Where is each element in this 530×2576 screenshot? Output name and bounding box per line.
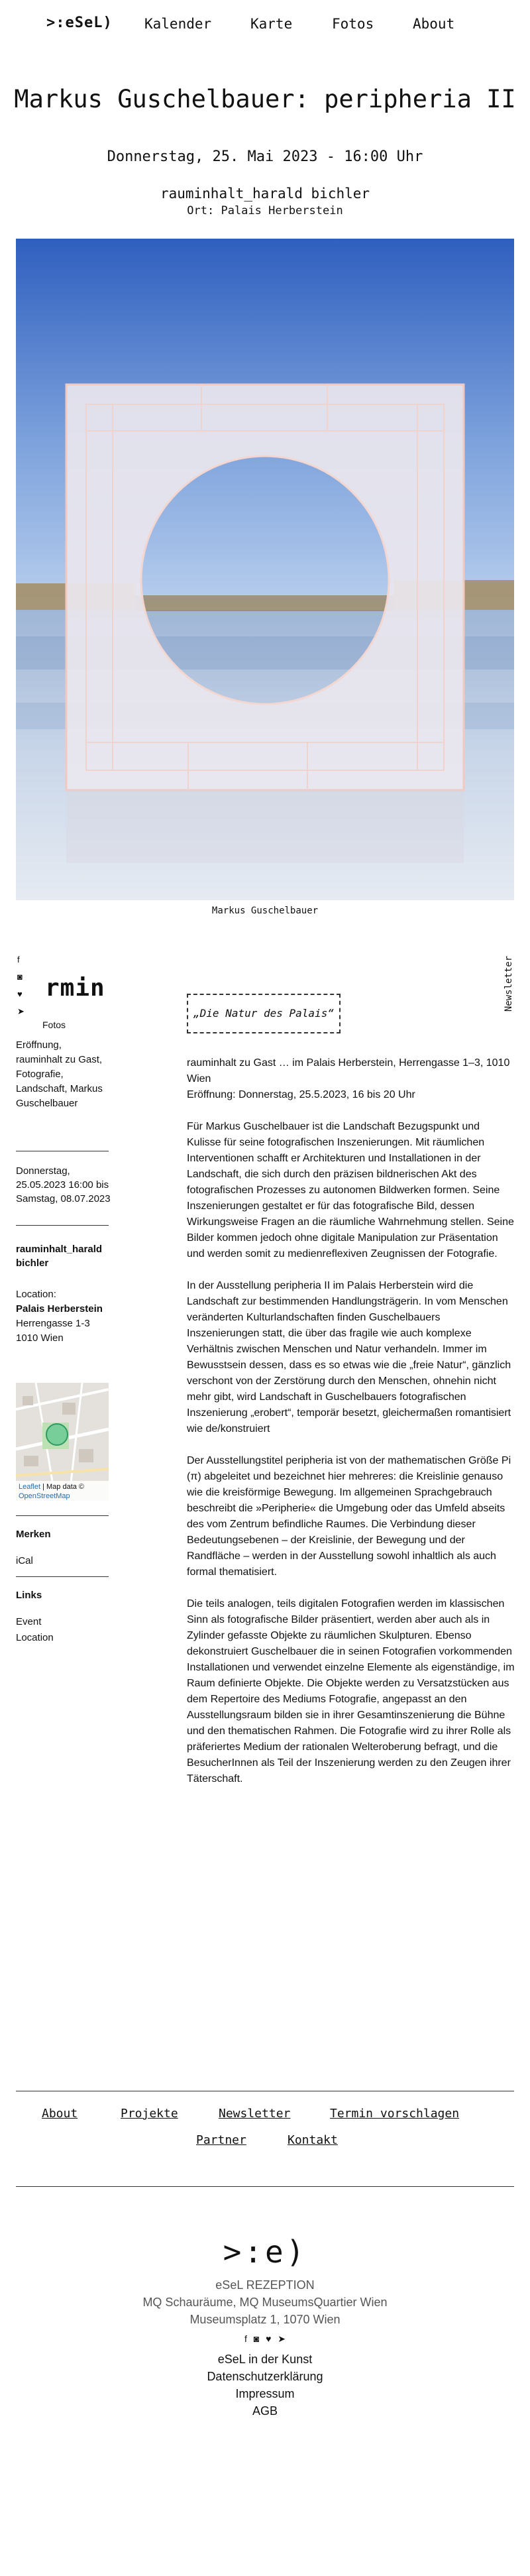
footer-impressum-link[interactable]: Impressum	[235, 2387, 295, 2400]
reception-venue: MQ Schauräume, MQ MuseumsQuartier Wien	[142, 2296, 388, 2309]
social-share-bar	[17, 955, 30, 1024]
event-date-range: Donnerstag, 25.05.2023 16:00 bis Samstag, 08.07.2023	[16, 1165, 111, 1204]
footer-social	[0, 2333, 530, 2345]
sidebar-divider	[16, 1576, 109, 1577]
footer-divider	[16, 2186, 514, 2187]
newsletter-tab[interactable]	[505, 955, 518, 1014]
twitter-icon[interactable]: ♥	[266, 2333, 272, 2344]
event-organizer[interactable]: rauminhalt_harald bichler	[160, 186, 370, 202]
footer-esel-logo[interactable]: >:e)	[223, 2234, 307, 2270]
article-paragraph: Der Ausstellungstitel peripheria ist von der mathematischen Größe Pi (π) abgeleitet und bezeichnet hier mehreres: die Kreislinie genauso wie die kreisförmige Bewegung. Im allgemeinen Sprachgebrauch beschreibt die »Peripherie« die Umgebung oder das Umfeld abseits des vom Zentrum befindliche Raumes. Die Verbindung dieser Bedeutungsebenen – der Kreislinie, der Bewegung und der Randfläche – werden in der Ausstellung sowohl inhaltlich als auch formal thematisiert.	[187, 1455, 511, 1578]
footer-partner-link[interactable]: Partner	[196, 2133, 246, 2147]
top-navigation	[0, 0, 530, 52]
footer-agb-link[interactable]: AGB	[252, 2404, 278, 2418]
reception-name: eSeL REZEPTION	[215, 2278, 315, 2292]
esel-logo[interactable]: >:eSeL)	[46, 15, 113, 31]
article-paragraph: Für Markus Guschelbauer ist die Landschaft Bezugspunkt und Kulisse für seine fotografischen Inszenierungen. Mit räumlichen Interventionen schafft er Architekturen und Installationen in der Landschaft, die sich durch den präzisen bildnerischen Akt des fotografischen Prozesses zu autonomen Bildwerken formen. Seine Inszenierungen gestaltet er für das fotografische Bild, dessen Wirkungsweise Fragen an die räumliche Wahrnehmung stellen. Seine Bilder kommen jedoch ohne digitale Manipulation zur Präsentation und werden somit zu medienreflexiven Zeugnissen der Fotografie.	[187, 1121, 514, 1259]
footer-kontakt-link[interactable]: Kontakt	[288, 2133, 338, 2147]
article-quote: „Die Natur des Palais“	[187, 994, 341, 1033]
ical-link[interactable]: iCal	[16, 1555, 33, 1566]
twitter-icon[interactable]: ♥	[17, 989, 23, 999]
article-paragraph: In der Ausstellung peripheria II im Palais Herberstein wird die Landschaft zur bestimmenden Handlungsträgerin. In vom Menschen veränderten Kulturlandschaften finden Guschelbauers Inszenierungen statt, die über das fragile wie auch komplexe Verhältnis zwischen Menschen und Natur verhandeln. Immer im Bewusstsein dessen, dass es so etwas wie die „freie Natur“, gänzlich verschont von der Zerstörung durch den Menschen, ohnehin nicht mehr gibt, wird Landschaft in Guschelbauers fotografischen Inszenierung „erobert“, temporär besetzt, gleichermaßen romantisiert wie de/konstruiert	[187, 1280, 511, 1434]
location-link[interactable]: Location	[16, 1632, 54, 1643]
footer-projekte-link[interactable]: Projekte	[121, 2107, 178, 2121]
nav-about[interactable]: About	[413, 16, 455, 32]
instagram-icon[interactable]: ◙	[17, 972, 23, 982]
event-link[interactable]: Event	[16, 1616, 42, 1627]
map-credit-separator: | Map data ©	[40, 1483, 85, 1491]
map-attribution	[16, 1481, 109, 1501]
instagram-icon[interactable]: ◙	[253, 2333, 260, 2344]
event-title: Markus Guschelbauer: peripheria II	[14, 85, 516, 113]
intro-line-venue: rauminhalt zu Gast … im Palais Herberstein, Herrengasse 1–3, 1010 Wien	[187, 1057, 510, 1084]
sidebar-fotos-link[interactable]: Fotos	[42, 1020, 66, 1030]
merken-heading: Merken	[16, 1529, 51, 1540]
newsletter-label: Newsletter	[504, 955, 515, 1012]
sidebar-organizer[interactable]: rauminhalt_harald bichler	[16, 1244, 103, 1269]
photo-caption: Markus Guschelbauer	[211, 906, 319, 916]
nav-karte[interactable]: Karte	[250, 16, 293, 32]
sidebar-divider	[16, 1515, 109, 1516]
facebook-icon[interactable]: f	[244, 2333, 247, 2344]
telegram-icon[interactable]: ➤	[17, 1006, 25, 1016]
footer-newsletter-link[interactable]: Newsletter	[219, 2107, 291, 2121]
links-heading: Links	[16, 1590, 42, 1601]
event-datetime: Donnerstag, 25. Mai 2023 - 16:00 Uhr	[107, 148, 423, 165]
article-paragraph: Die teils analogen, teils digitalen Fotografien werden im klassischen Sinn als fotografische Bilder präsentiert, werden aber auch als in Zylinder gefasste Objekte zu räumlichen Skulpturen. Ebenso dekonstruiert Guschelbauer die in seinen Fotografien vorkommenden Installationen und verwendet einzelne Elemente als eigenständige, im Raum definierte Objekte. Die Objekte werden zu Versatzstücken aus dem Repertoire des Mediums Fotografie, angepasst an den Ausstellungsraum bilden sie in ihrer Gesamtinszenierung die Bühne und den thematischen Rahmen. Die Fotografie wird zu ihrer Rolle als präferiertes Medium der rationalen Welteroberung befragt, und die BesucherInnen als Teil der Inszenierung werden zu den Zeugen ihrer Täterschaft.	[187, 1598, 515, 1785]
openstreetmap-link[interactable]: OpenStreetMap	[19, 1492, 70, 1500]
facebook-icon[interactable]: f	[17, 955, 20, 965]
sidebar-location	[16, 1287, 112, 1346]
footer-bottom-links	[0, 2351, 530, 2420]
event-tags: Eröffnung, rauminhalt zu Gast, Fotografie, Landschaft, Markus Guschelbauer	[16, 1039, 103, 1109]
footer-reception	[0, 2276, 530, 2328]
rauminhalt-logo[interactable]: rmin	[45, 974, 105, 1002]
footer-datenschutz-link[interactable]: Datenschutzerklärung	[207, 2370, 323, 2383]
footer-esel-kunst-link[interactable]: eSeL in der Kunst	[217, 2353, 313, 2366]
nav-fotos[interactable]: Fotos	[332, 16, 374, 32]
telegram-icon[interactable]: ➤	[278, 2333, 286, 2344]
article-body	[187, 1055, 515, 1803]
location-city: 1010 Wien	[16, 1332, 64, 1344]
photo-frame-on-frozen-lake	[16, 239, 514, 900]
reception-address: Museumsplatz 1, 1070 Wien	[189, 2313, 341, 2326]
article-intro	[187, 1055, 515, 1103]
location-street: Herrengasse 1-3	[16, 1318, 90, 1329]
sidebar-divider	[16, 1225, 109, 1226]
footer-about-link[interactable]: About	[42, 2107, 78, 2121]
location-label: Location:	[16, 1289, 56, 1300]
nav-kalender[interactable]: Kalender	[144, 16, 212, 32]
footer-termin-link[interactable]: Termin vorschlagen	[330, 2107, 460, 2121]
leaflet-link[interactable]: Leaflet	[19, 1483, 41, 1491]
location-name[interactable]: Palais Herberstein	[16, 1303, 103, 1315]
event-location[interactable]: Ort: Palais Herberstein	[187, 204, 343, 217]
event-photo[interactable]	[16, 239, 514, 900]
intro-line-opening: Eröffnung: Donnerstag, 25.5.2023, 16 bis 20 Uhr	[187, 1089, 415, 1100]
location-map[interactable]	[16, 1383, 109, 1501]
